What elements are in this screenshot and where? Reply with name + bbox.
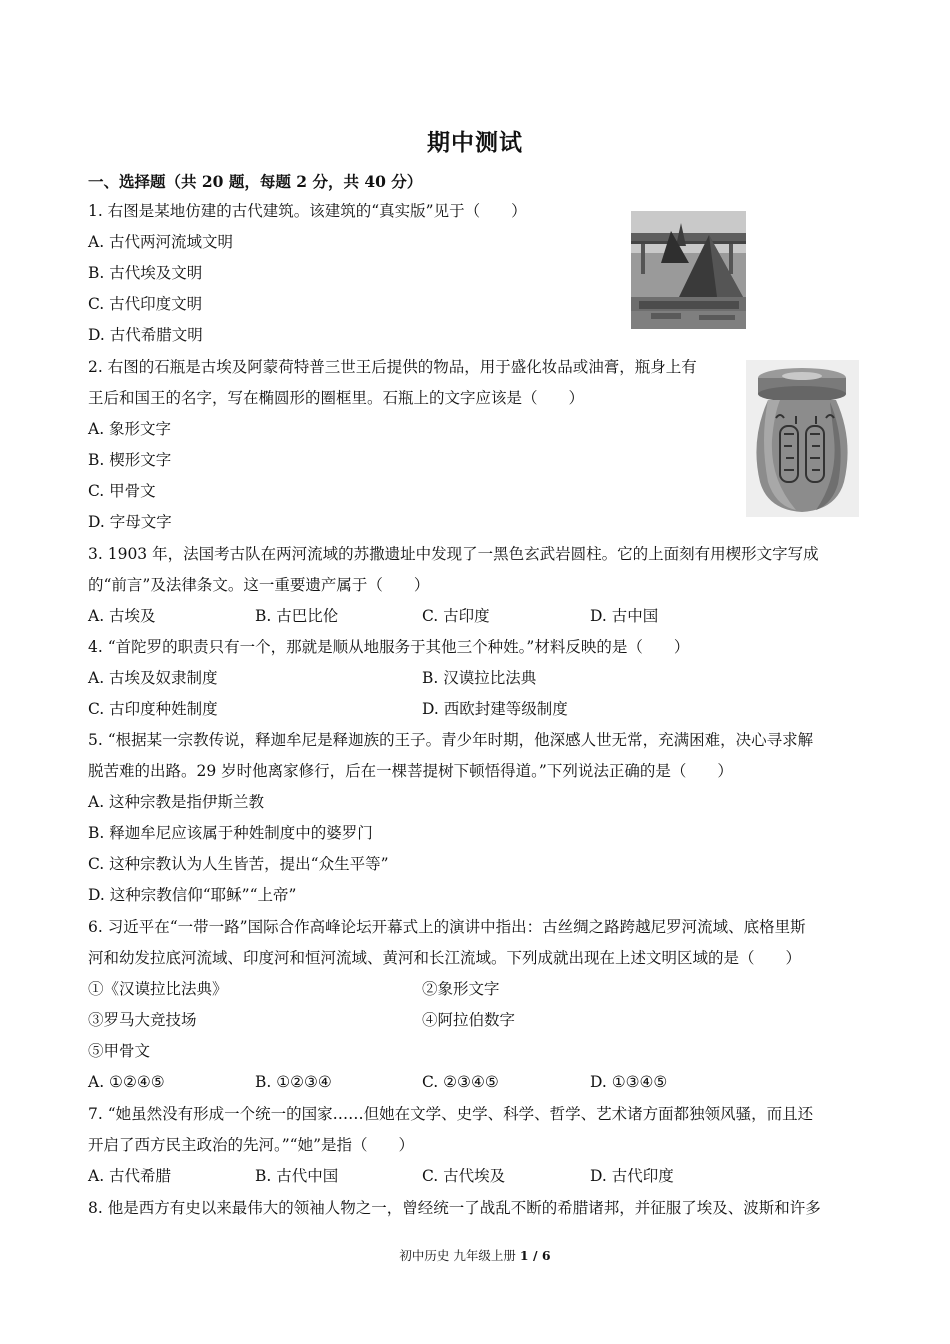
- footer-page-number: 1 / 6: [519, 1248, 551, 1263]
- q2-option-d[interactable]: D. 字母文字: [88, 513, 172, 531]
- q3-stem-line2: 的“前言”及法律条文。这一重要遗产属于（ ）: [88, 576, 430, 594]
- q3-stem-line1: 3. 1903 年，法国考古队在两河流域的苏撒遗址中发现了一黑色玄武岩圆柱。它的上面刻有用楔形文字写成: [88, 545, 819, 563]
- stone-jar-photo: [746, 360, 859, 517]
- pyramid-photo: [631, 211, 746, 329]
- q1-option-a[interactable]: A. 古代两河流域文明: [88, 233, 234, 251]
- q7-option-c[interactable]: C. 古代埃及: [422, 1167, 506, 1185]
- q2-option-a[interactable]: A. 象形文字: [88, 420, 172, 438]
- page-footer: [0, 1246, 950, 1264]
- q5-option-b[interactable]: B. 释迦牟尼应该属于种姓制度中的婆罗门: [88, 824, 373, 842]
- q6-option-b[interactable]: B. ①②③④: [255, 1073, 332, 1091]
- q6-stem-line1: 6. 习近平在“一带一路”国际合作高峰论坛开幕式上的演讲中指出：古丝绸之路跨越尼罗河流域、底格里斯: [88, 918, 806, 936]
- q5-stem-line2: 脱苦难的出路。29 岁时他离家修行，后在一棵菩提树下顿悟得道。”下列说法正确的是（ ）: [88, 762, 733, 780]
- q7-option-a[interactable]: A. 古代希腊: [88, 1167, 172, 1185]
- q4-option-a[interactable]: A. 古埃及奴隶制度: [88, 669, 218, 687]
- q5-option-c[interactable]: C. 这种宗教认为人生皆苦，提出“众生平等”: [88, 855, 389, 873]
- q6-option-a[interactable]: A. ①②④⑤: [88, 1073, 165, 1091]
- q1-option-d[interactable]: D. 古代希腊文明: [88, 326, 203, 344]
- q6-item-1: ①《汉谟拉比法典》: [88, 980, 228, 998]
- q6-item-3: ③罗马大竞技场: [88, 1011, 197, 1029]
- q6-stem-line2: 河和幼发拉底河流域、印度河和恒河流域、黄河和长江流域。下列成就出现在上述文明区域的是（ ）: [88, 949, 802, 967]
- q3-option-c[interactable]: C. 古印度: [422, 607, 490, 625]
- q6-item-5: ⑤甲骨文: [88, 1042, 151, 1060]
- q6-item-2: ②象形文字: [422, 980, 500, 998]
- q6-option-c[interactable]: C. ②③④⑤: [422, 1073, 499, 1091]
- q6-option-d[interactable]: D. ①③④⑤: [590, 1073, 668, 1091]
- q5-option-a[interactable]: A. 这种宗教是指伊斯兰教: [88, 793, 265, 811]
- q2-stem-line1: 2. 右图的石瓶是古埃及阿蒙荷特普三世王后提供的物品，用于盛化妆品或油膏，瓶身上有: [88, 358, 697, 376]
- footer-course: 初中历史 九年级上册: [399, 1248, 516, 1263]
- q4-option-c[interactable]: C. 古印度种姓制度: [88, 700, 218, 718]
- q4-option-d[interactable]: D. 西欧封建等级制度: [422, 700, 568, 718]
- q1-option-b[interactable]: B. 古代埃及文明: [88, 264, 203, 282]
- q2-stem-line2: 王后和国王的名字，写在椭圆形的圈框里。石瓶上的文字应该是（ ）: [88, 389, 585, 407]
- q1-stem: 1. 右图是某地仿建的古代建筑。该建筑的“真实版”见于（ ）: [88, 202, 527, 220]
- q3-option-b[interactable]: B. 古巴比伦: [255, 607, 339, 625]
- q8-stem-line1: 8. 他是西方有史以来最伟大的领袖人物之一，曾经统一了战乱不断的希腊诸邦，并征服了埃及、波斯和许多: [88, 1199, 821, 1217]
- q2-option-b[interactable]: B. 楔形文字: [88, 451, 172, 469]
- q5-option-d[interactable]: D. 这种宗教信仰“耶稣”“上帝”: [88, 886, 297, 904]
- q7-option-b[interactable]: B. 古代中国: [255, 1167, 339, 1185]
- q7-stem-line1: 7. “她虽然没有形成一个统一的国家……但她在文学、史学、科学、哲学、艺术诸方面都独领风骚，而且还: [88, 1105, 814, 1123]
- q6-item-4: ④阿拉伯数字: [422, 1011, 516, 1029]
- q1-option-c[interactable]: C. 古代印度文明: [88, 295, 203, 313]
- q7-option-d[interactable]: D. 古代印度: [590, 1167, 674, 1185]
- q5-stem-line1: 5. “根据某一宗教传说，释迦牟尼是释迦族的王子。青少年时期，他深感人世无常，充满困难，决心寻求解: [88, 731, 814, 749]
- q4-stem: 4. “首陀罗的职责只有一个，那就是顺从地服务于其他三个种姓。”材料反映的是（ ）: [88, 638, 690, 656]
- q3-option-d[interactable]: D. 古中国: [590, 607, 659, 625]
- page-title: 期中测试: [427, 129, 523, 156]
- q7-stem-line2: 开启了西方民主政治的先河。”“她”是指（ ）: [88, 1136, 415, 1154]
- q4-option-b[interactable]: B. 汉谟拉比法典: [422, 669, 537, 687]
- q3-option-a[interactable]: A. 古埃及: [88, 607, 156, 625]
- section-heading: 一、选择题（共 20 题，每题 2 分，共 40 分）: [88, 172, 423, 191]
- q2-option-c[interactable]: C. 甲骨文: [88, 482, 156, 500]
